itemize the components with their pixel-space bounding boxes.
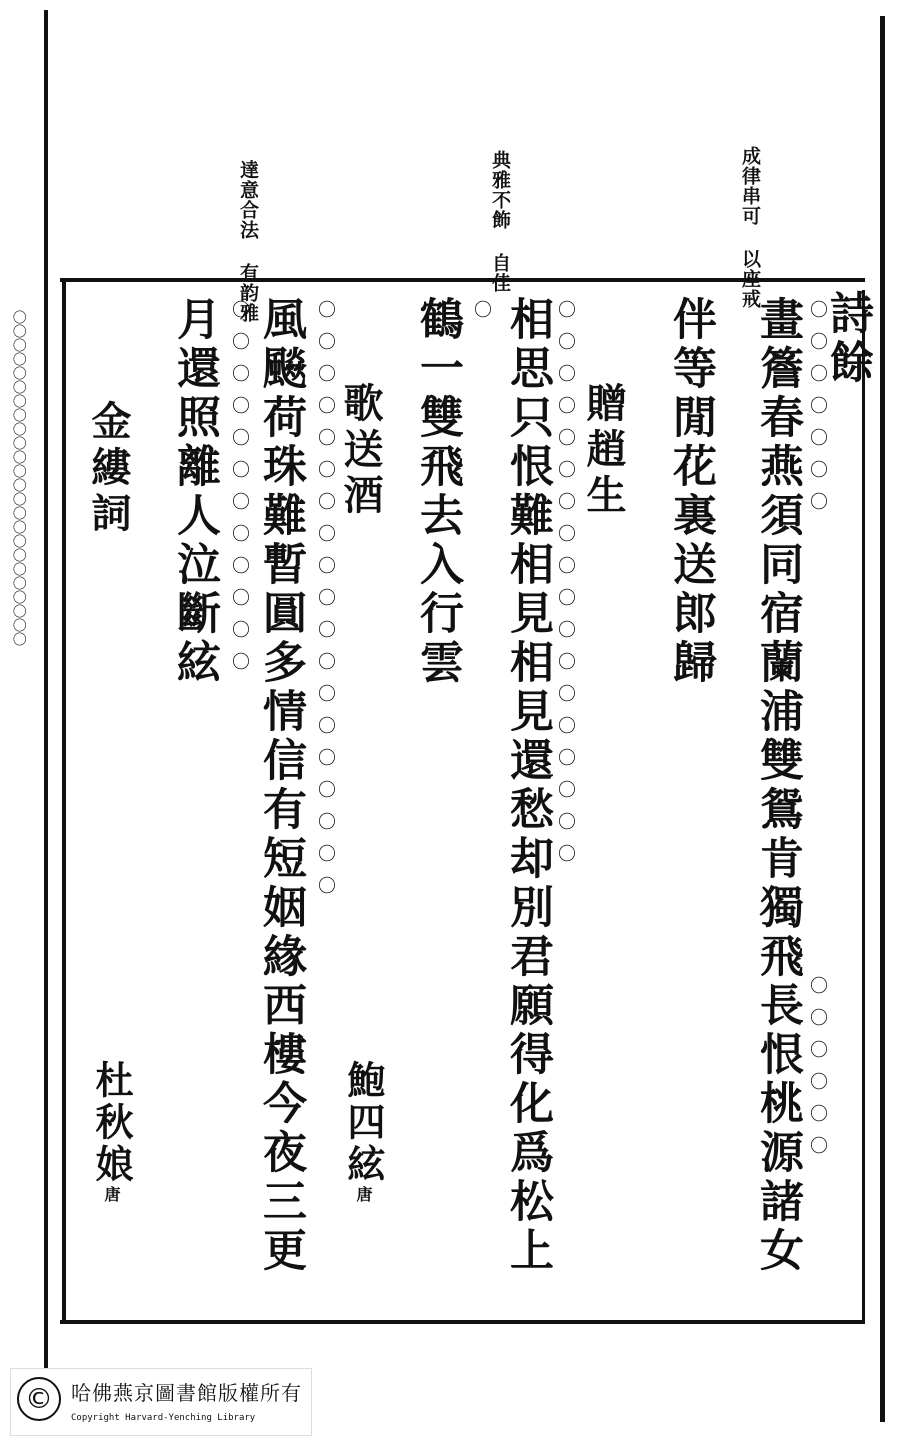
annotation-3-line-1: 達意合法 <box>237 160 259 240</box>
author-bao-dynasty: 唐 <box>354 1186 373 1206</box>
annotation-1-line-2: 以座戒 <box>739 249 761 309</box>
poem-title-zhao: 贈趙生 <box>580 382 627 520</box>
poem-title-jinlv: 金縷詞 <box>85 400 132 538</box>
emphasis-circles-6: 〇〇〇〇〇〇〇〇〇〇〇〇 <box>229 300 250 684</box>
inner-left-rule <box>62 282 66 1322</box>
copyright-chinese: 哈佛燕京圖書館版權所有 <box>71 1381 302 1405</box>
poem-title-song: 歌送酒 <box>337 382 384 520</box>
neighbor-page-edge: 〇〇〇〇〇〇〇〇〇〇〇〇〇〇〇〇〇〇〇〇〇〇〇〇 <box>10 310 27 646</box>
copyright-box <box>10 1368 312 1436</box>
emphasis-circles-5: 〇〇〇〇〇〇〇〇〇〇〇〇〇〇〇〇〇〇〇 <box>315 300 336 908</box>
annotation-2 <box>490 150 509 293</box>
annotation-2-line-1: 典雅不飾 <box>489 150 511 230</box>
poem-line-5: 風飈荷珠難暫圓多情信有短姻緣西樓今夜三更 <box>255 296 306 1276</box>
author-du-dynasty: 唐 <box>102 1186 121 1206</box>
poem-line-6: 月還照離人泣斷絃 <box>169 296 220 688</box>
poem-line-1: 畫簷春燕須同宿蘭浦雙鴛肯獨飛長恨桃源諸女 <box>752 296 803 1276</box>
author-du-name: 杜秋娘 <box>89 1060 134 1186</box>
header-fragment: 詩餘 <box>822 290 873 388</box>
emphasis-circles-2: 〇〇〇〇〇〇 <box>807 976 828 1168</box>
emphasis-circles-1: 〇〇〇〇〇〇〇 <box>807 300 828 524</box>
author-du <box>89 1060 134 1206</box>
annotation-1 <box>740 146 759 309</box>
bottom-rule <box>60 1320 865 1324</box>
annotation-3-line-2: 有韵雅 <box>237 263 259 323</box>
annotation-2-line-2: 自佳 <box>489 253 511 293</box>
emphasis-circles-4: 〇 <box>471 300 492 332</box>
poem-line-4: 鶴一雙飛去入行雲 <box>412 296 463 688</box>
left-outer-rule <box>44 10 48 1432</box>
copyright-symbol: © <box>17 1377 61 1421</box>
right-outer-rule <box>880 16 885 1422</box>
poem-line-3: 相思只恨難相見相見還愁却別君願得化爲松上 <box>502 296 553 1276</box>
copyright-english: Copyright Harvard-Yenching Library <box>71 1413 256 1423</box>
poem-line-2: 伴等閒花裏送郎歸 <box>665 296 716 688</box>
author-bao <box>341 1060 386 1206</box>
author-bao-name: 鮑四絃 <box>341 1060 386 1186</box>
right-inner-rule <box>862 290 865 1320</box>
annotation-1-line-1: 成律串可 <box>739 146 761 226</box>
emphasis-circles-3: 〇〇〇〇〇〇〇〇〇〇〇〇〇〇〇〇〇〇 <box>555 300 576 876</box>
